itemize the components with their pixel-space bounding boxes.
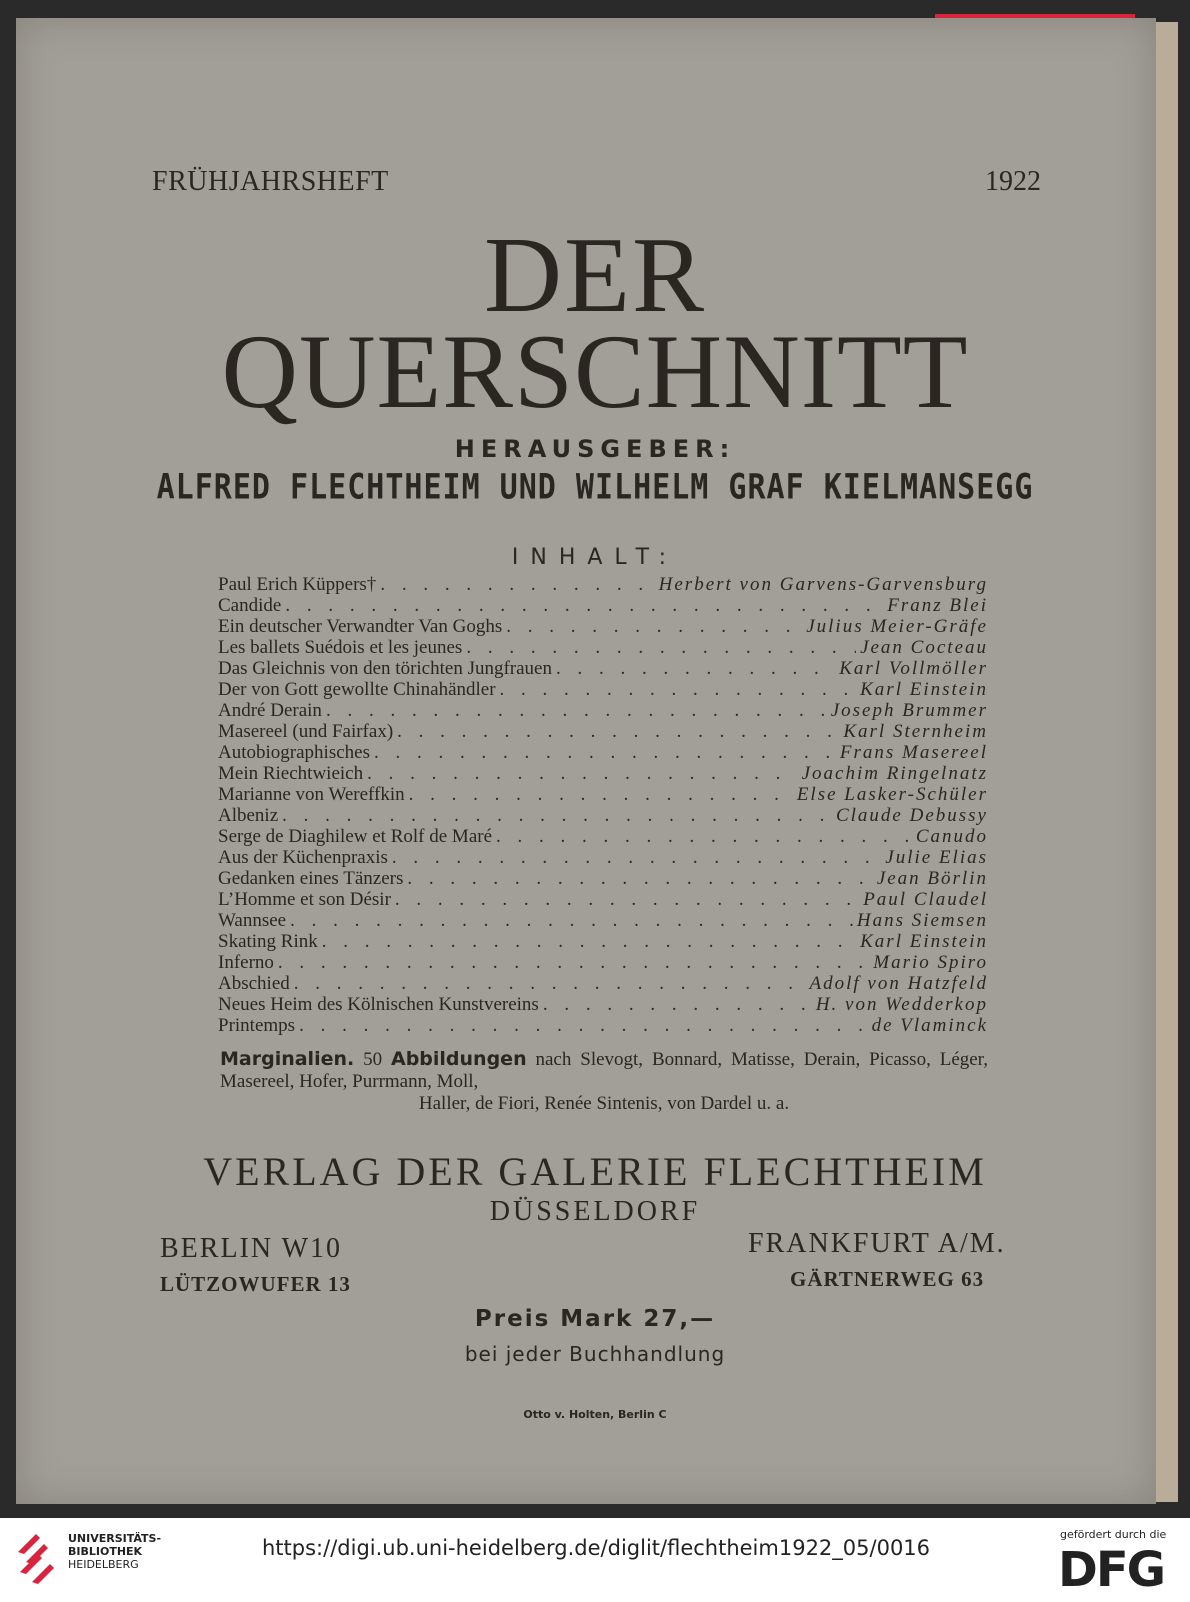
library-name-line1: UNIVERSITÄTS-	[68, 1532, 162, 1545]
toc-leader-dots	[282, 805, 832, 827]
toc-entry	[218, 637, 988, 658]
university-library-logo-icon[interactable]	[14, 1528, 60, 1588]
frankfurt-office: FRANKFURT A/M.	[748, 1228, 1006, 1259]
toc-entry-author: Joseph Brummer	[830, 700, 988, 721]
toc-leader-dots	[395, 889, 859, 911]
marginalien-count: 50	[354, 1049, 391, 1070]
toc-leader-dots	[290, 910, 853, 932]
toc-entry-author: Jean Börlin	[876, 868, 988, 889]
berlin-address: LÜTZOWUFER 13	[160, 1272, 351, 1296]
toc-entry-title: Wannsee	[218, 910, 287, 931]
toc-entry	[218, 658, 988, 679]
toc-entry-title: Skating Rink	[218, 931, 318, 952]
toc-entry-author: Mario Spiro	[873, 952, 988, 973]
toc-entry-author: Hans Siemsen	[856, 910, 988, 931]
dfg-logo[interactable]: DFG	[1058, 1542, 1165, 1598]
toc-entry	[218, 931, 988, 952]
toc-entry	[218, 868, 988, 889]
issue-season: FRÜHJAHRSHEFT	[152, 166, 389, 197]
toc-entry-author: Julius Meier-Gräfe	[806, 616, 988, 637]
toc-entry-author: Karl Sternheim	[843, 721, 988, 742]
marginalien-note	[220, 1048, 988, 1115]
frankfurt-address: GÄRTNERWEG 63	[790, 1267, 985, 1291]
toc-entry-author: Joachim Ringelnatz	[801, 763, 988, 784]
masthead-line2: QUERSCHNITT	[221, 313, 969, 430]
marginalien-label: Marginalien.	[220, 1048, 355, 1070]
toc-entry-title: Inferno	[218, 952, 274, 973]
toc-entry	[218, 721, 988, 742]
contents-label: INHALT:	[511, 545, 679, 570]
toc-entry-author: Paul Claudel	[863, 889, 988, 910]
toc-entry	[218, 952, 988, 973]
toc-entry-author: Jean Cocteau	[860, 637, 988, 658]
toc-entry-author: Herbert von Garvens-Garvensburg	[658, 574, 988, 595]
publisher-name: VERLAG DER GALERIE FLECHTHEIM	[203, 1149, 987, 1194]
toc-entry-title: Abschied	[218, 973, 290, 994]
toc-leader-dots	[506, 616, 802, 638]
toc-entry-title: Autobiographisches	[218, 742, 370, 763]
toc-entry-title: Masereel (und Fairfax)	[218, 721, 394, 742]
editors-names: ALFRED FLECHTHEIM UND WILHELM GRAF KIELMANSEGG	[156, 467, 1034, 508]
toc-entry	[218, 784, 988, 805]
toc-entry	[218, 742, 988, 763]
toc-leader-dots	[496, 826, 912, 848]
table-of-contents	[218, 574, 988, 1036]
toc-entry-title: Der von Gott gewollte Chinahändler	[218, 679, 496, 700]
issue-year: 1922	[985, 166, 1041, 197]
toc-entry	[218, 826, 988, 847]
toc-leader-dots	[374, 742, 836, 764]
toc-leader-dots	[322, 931, 856, 953]
marginalien-artists: nach Slevogt, Bonnard, Matisse, Derain, Picasso, Léger, Masereel, Hofer, Purrmann, Moll,	[220, 1049, 989, 1092]
toc-entry-title: Marianne von Wereffkin	[218, 784, 405, 805]
toc-entry-title: Das Gleichnis von den törichten Jungfrauen	[218, 658, 552, 679]
toc-entry-title: Ein deutscher Verwandter Van Goghs	[218, 616, 503, 637]
price-note: bei jeder Buchhandlung	[464, 1342, 726, 1366]
masthead-line1: DER	[484, 216, 706, 335]
toc-entry-author: de Vlaminck	[871, 1015, 988, 1036]
toc-leader-dots	[380, 574, 654, 596]
toc-entry-title: Gedanken eines Tänzers	[218, 868, 404, 889]
marginalien-artists-cont: Haller, de Fiori, Renée Sintenis, von Dardel u. a.	[418, 1093, 790, 1114]
toc-entry-author: Frans Masereel	[839, 742, 988, 763]
toc-leader-dots	[397, 721, 839, 743]
toc-entry	[218, 973, 988, 994]
toc-entry-title: Aus der Küchenpraxis	[218, 847, 388, 868]
viewer-footer	[0, 1518, 1190, 1602]
toc-entry	[218, 595, 988, 616]
toc-leader-dots	[294, 973, 806, 995]
toc-entry-author: Adolf von Hatzfeld	[809, 973, 988, 994]
toc-entry-title: Albeniz	[218, 805, 279, 826]
toc-leader-dots	[500, 679, 857, 701]
toc-leader-dots	[407, 868, 872, 890]
toc-entry	[218, 574, 988, 595]
toc-leader-dots	[285, 595, 883, 617]
publisher-city: DÜSSELDORF	[489, 1196, 701, 1227]
abbildungen-label: Abbildungen	[391, 1048, 527, 1070]
toc-leader-dots	[409, 784, 793, 806]
toc-entry-title: Printemps	[218, 1015, 296, 1036]
toc-entry-author: Julie Elias	[885, 847, 988, 868]
toc-entry	[218, 994, 988, 1015]
toc-leader-dots	[556, 658, 835, 680]
toc-entry-title: Candide	[218, 595, 282, 616]
toc-entry-title: André Derain	[218, 700, 322, 721]
permalink-url[interactable]: https://digi.ub.uni-heidelberg.de/diglit/flechtheim1922_05/0016	[262, 1536, 931, 1560]
toc-entry-author: Canudo	[915, 826, 988, 847]
toc-entry-title: Serge de Diaghilew et Rolf de Maré	[218, 826, 493, 847]
library-name-line3: HEIDELBERG	[68, 1558, 139, 1571]
toc-entry	[218, 679, 988, 700]
library-name-line2: BIBLIOTHEK	[68, 1545, 143, 1558]
toc-leader-dots	[299, 1015, 868, 1037]
toc-entry-author: Karl Einstein	[860, 679, 988, 700]
price: Preis Mark 27,—	[474, 1306, 716, 1332]
toc-entry-title: Mein Riechtwieich	[218, 763, 364, 784]
toc-entry-author: Karl Vollmöller	[839, 658, 988, 679]
toc-entry	[218, 763, 988, 784]
toc-leader-dots	[278, 952, 869, 974]
toc-entry	[218, 847, 988, 868]
toc-entry	[218, 700, 988, 721]
toc-leader-dots	[326, 700, 827, 722]
toc-entry-author: Karl Einstein	[860, 931, 988, 952]
toc-entry-title: Les ballets Suédois et les jeunes	[218, 637, 463, 658]
toc-leader-dots	[466, 637, 856, 659]
toc-entry	[218, 910, 988, 931]
toc-entry-title: L’Homme et son Désir	[218, 889, 391, 910]
berlin-office: BERLIN W10	[160, 1233, 343, 1264]
toc-entry	[218, 805, 988, 826]
toc-entry-author: Else Lasker-Schüler	[796, 784, 988, 805]
funding-note: gefördert durch die	[1060, 1528, 1167, 1541]
printer-imprint: Otto v. Holten, Berlin C	[523, 1408, 667, 1421]
toc-entry	[218, 1015, 988, 1036]
library-name[interactable]	[68, 1532, 161, 1571]
toc-entry	[218, 616, 988, 637]
toc-entry	[218, 889, 988, 910]
toc-leader-dots	[367, 763, 798, 785]
toc-entry-author: Franz Blei	[887, 595, 988, 616]
toc-entry-author: H. von Wedderkop	[815, 994, 988, 1015]
toc-leader-dots	[543, 994, 812, 1016]
toc-leader-dots	[392, 847, 881, 869]
toc-entry-title: Neues Heim des Kölnischen Kunstvereins	[218, 994, 539, 1015]
toc-entry-author: Claude Debussy	[835, 805, 988, 826]
editors-label: HERAUSGEBER:	[454, 435, 736, 463]
toc-entry-title: Paul Erich Küppers†	[218, 574, 377, 595]
